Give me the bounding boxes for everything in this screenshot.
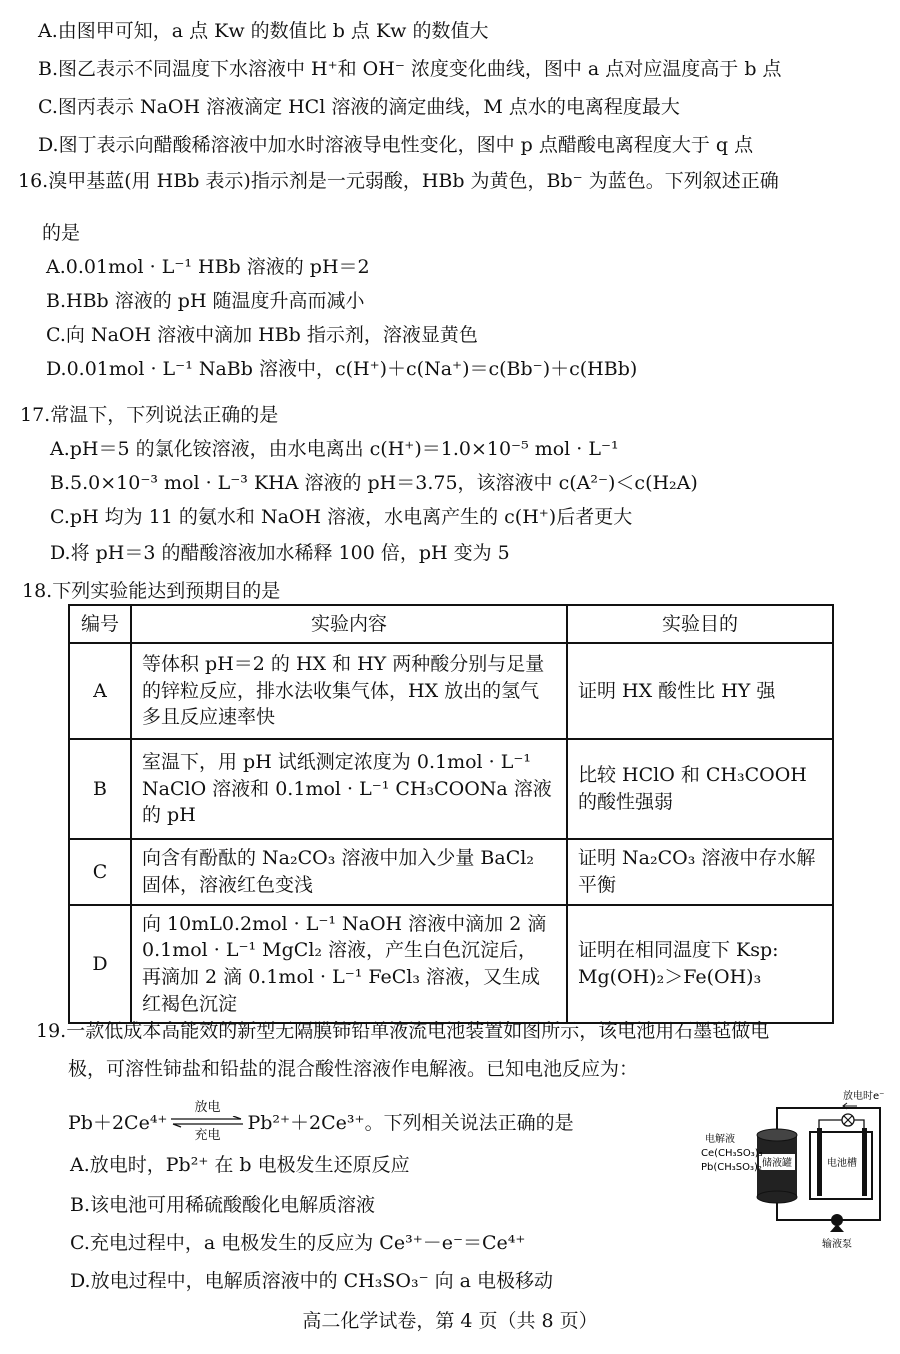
table-row xyxy=(69,643,833,739)
row-id: B xyxy=(69,739,131,839)
table-header-row xyxy=(69,605,833,643)
arrow-bottom-label: 充电 xyxy=(194,1128,221,1143)
row-content: 向 10mL0.2mol · L⁻¹ NaOH 溶液中滴加 2 滴 0.1mol · L⁻¹ MgCl₂ 溶液，产生白色沉淀后，再滴加 2 滴 0.1mol · L⁻¹ FeCl₃ 溶液，又生成红褐色沉淀 xyxy=(131,905,567,1023)
electrode-b xyxy=(862,1128,867,1196)
row-id: C xyxy=(69,839,131,905)
pump-label: 输液泵 xyxy=(822,1239,852,1250)
header-id: 编号 xyxy=(69,605,131,643)
page-footer: 高二化学试卷，第 4 页（共 8 页） xyxy=(302,1310,598,1332)
electrode-a xyxy=(817,1128,822,1196)
q15-option-b: B.图乙表示不同温度下水溶液中 H⁺和 OH⁻ 浓度变化曲线，图中 a 点对应温度高于 b 点 xyxy=(38,58,782,80)
ce-label: Ce(CH₃SO₃)₃ xyxy=(701,1148,763,1159)
tank-label: 储液罐 xyxy=(762,1158,792,1169)
q19-option-d: D.放电过程中，电解质溶液中的 CH₃SO₃⁻ 向 a 电极移动 xyxy=(70,1270,554,1292)
reaction-right: Pb²⁺＋2Ce³⁺。下列相关说法正确的是 xyxy=(247,1112,574,1134)
pb-label: Pb(CH₃SO₃)₂ xyxy=(701,1162,762,1173)
q15-option-c: C.图丙表示 NaOH 溶液滴定 HCl 溶液的滴定曲线，M 点水的电离程度最大 xyxy=(38,96,680,118)
q15-option-a: A.由图甲可知，a 点 Kw 的数值比 b 点 Kw 的数值大 xyxy=(38,20,489,42)
battery-diagram-svg xyxy=(697,1090,897,1250)
battery-diagram xyxy=(697,1090,897,1250)
q16-stem-cont: 的是 xyxy=(42,222,81,244)
reaction-left: Pb＋2Ce⁴⁺ xyxy=(68,1112,168,1134)
q17-option-c: C.pH 均为 11 的氨水和 NaOH 溶液，水电离产生的 c(H⁺)后者更大 xyxy=(50,506,633,528)
q16-stem: 16.溴甲基蓝(用 HBb 表示)指示剂是一元弱酸，HBb 为黄色，Bb⁻ 为蓝色。下列叙述正确 xyxy=(18,170,779,192)
q16-option-c: C.向 NaOH 溶液中滴加 HBb 指示剂，溶液显黄色 xyxy=(46,324,478,346)
q17-option-a: A.pH＝5 的氯化铵溶液，由水电离出 c(H⁺)＝1.0×10⁻⁵ mol · L⁻¹ xyxy=(50,438,619,460)
q19-option-c: C.充电过程中，a 电极发生的反应为 Ce³⁺－e⁻＝Ce⁴⁺ xyxy=(70,1232,526,1254)
discharge-label: 放电时e⁻ xyxy=(843,1091,885,1102)
q16-option-b: B.HBb 溶液的 pH 随温度升高而减小 xyxy=(46,290,365,312)
q19-option-b: B.该电池可用稀硫酸酸化电解质溶液 xyxy=(70,1194,376,1216)
row-purpose: 证明 Na₂CO₃ 溶液中存水解平衡 xyxy=(567,839,833,905)
row-content: 等体积 pH＝2 的 HX 和 HY 两种酸分别与足量的锌粒反应，排水法收集气体，HX 放出的氢气多且反应速率快 xyxy=(131,643,567,739)
q17-option-d: D.将 pH＝3 的醋酸溶液加水稀释 100 倍，pH 变为 5 xyxy=(50,542,510,564)
row-purpose: 证明在相同温度下 Ksp: Mg(OH)₂＞Fe(OH)₃ xyxy=(567,905,833,1023)
q19-stem: 19.一款低成本高能效的新型无隔膜铈铅单液流电池装置如图所示，该电池用石墨毡做电 xyxy=(36,1020,770,1042)
cell-label: 电池槽 xyxy=(827,1158,857,1169)
electrolyte-label: 电解液 xyxy=(705,1134,735,1145)
q18-stem: 18.下列实验能达到预期目的是 xyxy=(22,580,281,602)
arrow-top-label: 放电 xyxy=(194,1100,221,1115)
q15-option-d: D.图丁表示向醋酸稀溶液中加水时溶液导电性变化，图中 p 点醋酸电离程度大于 q 点 xyxy=(38,134,754,156)
row-purpose: 比较 HClO 和 CH₃COOH 的酸性强弱 xyxy=(567,739,833,839)
q16-option-a: A.0.01mol · L⁻¹ HBb 溶液的 pH＝2 xyxy=(46,256,370,278)
q19-option-a: A.放电时，Pb²⁺ 在 b 电极发生还原反应 xyxy=(70,1154,410,1176)
header-content: 实验内容 xyxy=(131,605,567,643)
row-content: 室温下，用 pH 试纸测定浓度为 0.1mol · L⁻¹ NaClO 溶液和 0.1mol · L⁻¹ CH₃COONa 溶液的 pH xyxy=(131,739,567,839)
reversible-arrow-icon xyxy=(169,1100,245,1143)
row-id: D xyxy=(69,905,131,1023)
q17-option-b: B.5.0×10⁻³ mol · L⁻³ KHA 溶液的 pH＝3.75，该溶液中 c(A²⁻)＜c(H₂A) xyxy=(50,472,698,494)
row-purpose: 证明 HX 酸性比 HY 强 xyxy=(567,643,833,739)
table-row xyxy=(69,839,833,905)
row-id: A xyxy=(69,643,131,739)
q17-stem: 17.常温下，下列说法正确的是 xyxy=(20,404,279,426)
q16-option-d: D.0.01mol · L⁻¹ NaBb 溶液中，c(H⁺)＋c(Na⁺)＝c(Bb⁻)＋c(HBb) xyxy=(46,358,638,380)
header-purpose: 实验目的 xyxy=(567,605,833,643)
row-content: 向含有酚酞的 Na₂CO₃ 溶液中加入少量 BaCl₂ 固体，溶液红色变浅 xyxy=(131,839,567,905)
q19-stem-cont: 极，可溶性铈盐和铅盐的混合酸性溶液作电解液。已知电池反应为： xyxy=(68,1058,639,1080)
q18-table xyxy=(68,604,834,1024)
q19-reaction xyxy=(68,1100,574,1143)
table-row xyxy=(69,739,833,839)
table-row xyxy=(69,905,833,1023)
